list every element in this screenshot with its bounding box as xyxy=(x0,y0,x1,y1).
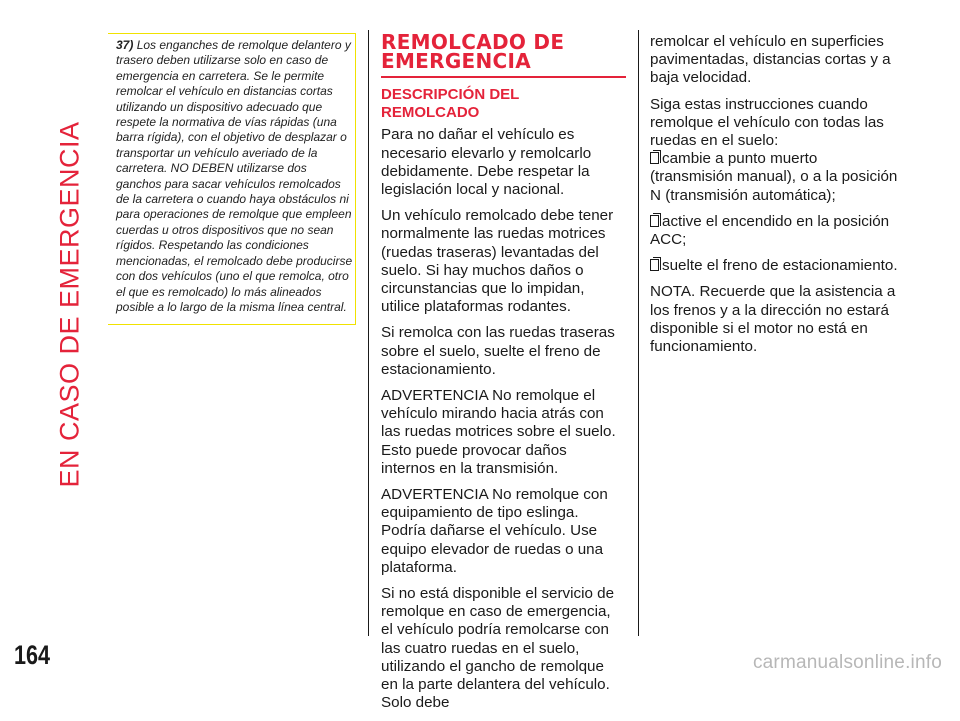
list-item-text: active el encendido en la posición ACC; xyxy=(650,212,890,249)
section-title xyxy=(381,30,621,73)
section-title-line1: REMOLCADO DE xyxy=(381,30,565,54)
list-item-text: cambie a punto muerto (transmisión manual), o a la posición N (transmisión automática); xyxy=(650,150,898,204)
watermark-text: carmanualsonline.info xyxy=(752,652,942,673)
bullet-icon xyxy=(650,152,659,164)
warning-paragraph: ADVERTENCIA No remolque el vehículo mirando hacia atrás con las ruedas motrices sobre el suelo. Esto puede provocar daños internos en la transmisión. xyxy=(381,387,616,477)
column-divider-left xyxy=(368,30,369,636)
subsection-title: DESCRIPCIÓN DEL REMOLCADO xyxy=(381,86,520,122)
paragraph: Si no está disponible el servicio de remolque en caso de emergencia, el vehículo podría remolcarse con las cuatro ruedas en el suelo, utilizando el gancho de remolque en la parte delantera del vehículo. Solo debe xyxy=(381,585,615,712)
section-title-line2: EMERGENCIA xyxy=(381,49,532,73)
paragraph: Siga estas instrucciones cuando remolque el vehículo con todas las ruedas en el suelo: xyxy=(650,95,884,150)
list-item-text: suelte el freno de estacionamiento. xyxy=(662,257,898,275)
column-right xyxy=(650,33,900,364)
paragraph: Un vehículo remolcado debe tener normalmente las ruedas motrices (ruedas traseras) levantadas del suelo. Si hay muchos daños o circunstancias que lo impidan, utilice plataformas rodantes. xyxy=(381,207,614,316)
paragraph: Para no dañar el vehículo es necesario elevarlo y remolcarlo debidamente. Debe respetar la legislación local y nacional. xyxy=(381,126,592,199)
side-title-text: EN CASO DE EMERGENCIA xyxy=(54,121,85,488)
list-item xyxy=(650,150,900,205)
bullet-icon xyxy=(650,259,659,271)
paragraph: Si remolca con las ruedas traseras sobre el suelo, suelte el freno de estacionamiento. xyxy=(381,324,615,378)
note-text: Los enganches de remolque delantero y trasero deben utilizarse solo en caso de emergencia en carretera. Se le permite remolcar el vehículo en distancias cortas utilizando un dispositivo adecuado que respete la normativa de vías rápidas (una barra rígida), con el objetivo de desplazar o transportar un vehículo averiado de la carretera. NO DEBEN utilizarse dos ganchos para sacar vehículos remolcados de la carretera o cuando haya obstáculos ni para operaciones de remolque que empleen cuerdas u otros dispositivos que no sean rígidos. Respetando las condiciones mencionadas, el remolcado debe producirse con dos vehículos (uno el que remolca, otro el que es remolcado) lo más alineados posible a lo largo de la misma línea central. xyxy=(116,38,353,314)
title-rule xyxy=(381,76,626,78)
section-side-title xyxy=(50,30,90,488)
column-middle xyxy=(381,30,621,721)
list-item xyxy=(650,213,900,249)
note-box xyxy=(108,33,356,325)
page-number: 164 xyxy=(14,640,51,670)
note-paragraph: NOTA. Recuerde que la asistencia a los frenos y a la dirección no estará disponible si el motor no está en funcionamiento. xyxy=(650,283,896,356)
list-item xyxy=(650,257,900,275)
bullet-icon xyxy=(650,215,659,227)
paragraph: remolcar el vehículo en superficies pavimentadas, distancias cortas y a baja velocidad. xyxy=(650,33,891,87)
warning-paragraph: ADVERTENCIA No remolque con equipamiento de tipo eslinga. Podría dañarse el vehículo. Use equipo elevador de ruedas o una plataforma. xyxy=(381,486,608,576)
column-divider-right xyxy=(638,30,639,636)
note-number: 37) xyxy=(116,38,134,52)
